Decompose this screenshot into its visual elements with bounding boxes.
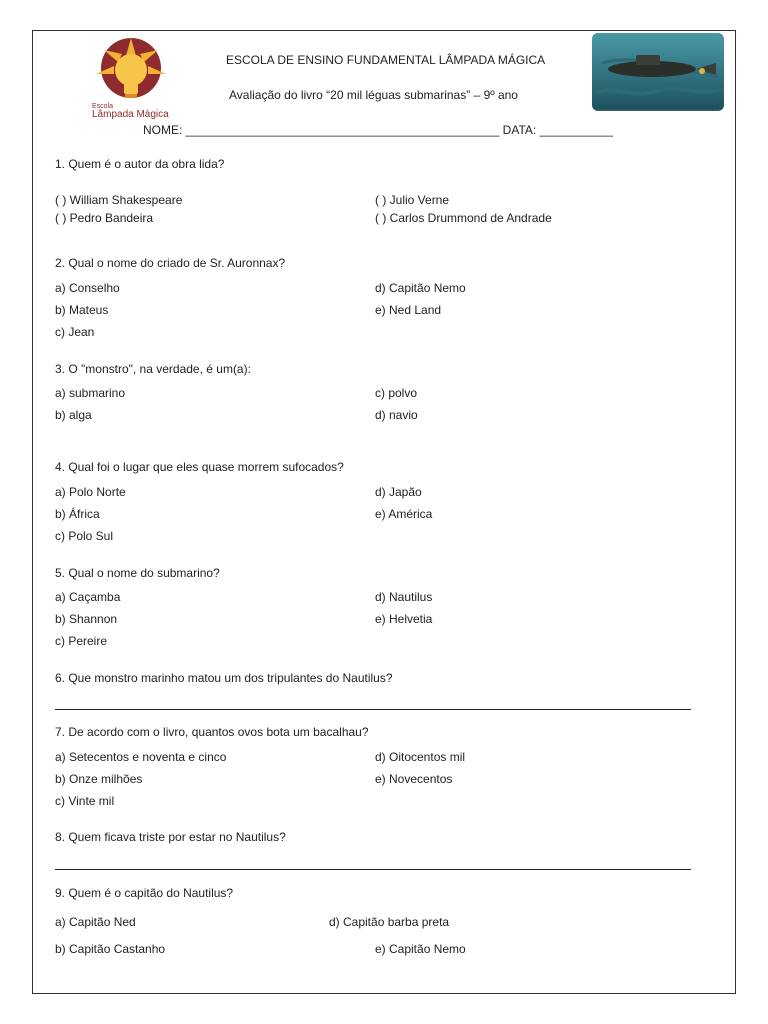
q7-option-d: d) Oitocentos mil	[375, 750, 466, 764]
q4-option-e: e) América	[375, 507, 433, 521]
q4-option-a: a) Polo Norte	[55, 485, 126, 499]
q9-option-b: b) Capitão Castanho	[55, 942, 166, 956]
question-7: 7. De acordo com o livro, quantos ovos bota um bacalhau?	[55, 725, 369, 739]
q1-option-1: ( ) William Shakespeare	[55, 193, 183, 207]
q2-option-a: a) Conselho	[55, 281, 120, 295]
question-3: 3. O "monstro", na verdade, é um(a):	[55, 362, 251, 376]
q1-option-4: ( ) Carlos Drummond de Andrade	[375, 211, 552, 225]
q2-option-e: e) Ned Land	[375, 303, 442, 317]
q5-option-a: a) Caçamba	[55, 590, 121, 604]
q2-option-d: d) Capitão Nemo	[375, 281, 466, 295]
submarine-image	[592, 33, 724, 123]
logo-text-big: Lâmpada Mágica	[92, 109, 169, 120]
q2-option-b: b) Mateus	[55, 303, 109, 317]
question-1: 1. Quem é o autor da obra lida?	[55, 157, 225, 171]
q3-option-c: c) polvo	[375, 386, 418, 400]
q5-option-b: b) Shannon	[55, 612, 118, 626]
q3-option-d: d) navio	[375, 408, 418, 422]
q9-option-d: d) Capitão barba preta	[329, 915, 450, 929]
name-date-line: NOME: _______________________________________________ DATA: ___________	[143, 123, 613, 137]
question-9: 9. Quem é o capitão do Nautilus?	[55, 886, 234, 900]
q3-option-a: a) submarino	[55, 386, 126, 400]
q7-option-e: e) Novecentos	[375, 772, 453, 786]
question-5: 5. Qual o nome do submarino?	[55, 566, 220, 580]
question-4: 4. Qual foi o lugar que eles quase morrem sufocados?	[55, 460, 344, 474]
question-8: 8. Quem ficava triste por estar no Nautilus?	[55, 830, 286, 844]
answer-line-6[interactable]	[55, 709, 691, 710]
q4-option-b: b) África	[55, 507, 100, 521]
q5-option-c: c) Pereire	[55, 634, 108, 648]
q7-option-a: a) Setecentos e noventa e cinco	[55, 750, 227, 764]
q1-option-2: ( ) Julio Verne	[375, 193, 450, 207]
logo-text-small: Escola	[92, 103, 114, 110]
q3-option-b: b) alga	[55, 408, 92, 422]
school-title: ESCOLA DE ENSINO FUNDAMENTAL LÂMPADA MÁGICA	[226, 53, 546, 67]
q9-option-a: a) Capitão Ned	[55, 915, 136, 929]
q5-option-e: e) Helvetia	[375, 612, 433, 626]
q7-option-b: b) Onze milhões	[55, 772, 143, 786]
school-logo	[86, 36, 176, 120]
q7-option-c: c) Vinte mil	[55, 794, 115, 808]
q2-option-c: c) Jean	[55, 325, 95, 339]
question-6: 6. Que monstro marinho matou um dos tripulantes do Nautilus?	[55, 671, 393, 685]
q1-option-3: ( ) Pedro Bandeira	[55, 211, 154, 225]
q4-option-c: c) Polo Sul	[55, 529, 114, 543]
q4-option-d: d) Japão	[375, 485, 422, 499]
q9-option-e: e) Capitão Nemo	[375, 942, 466, 956]
q5-option-d: d) Nautilus	[375, 590, 433, 604]
exam-subtitle: Avaliação do livro “20 mil léguas submarinas” – 9º ano	[229, 88, 518, 102]
question-2: 2. Qual o nome do criado de Sr. Auronnax?	[55, 256, 286, 270]
answer-line-8[interactable]	[55, 869, 691, 870]
